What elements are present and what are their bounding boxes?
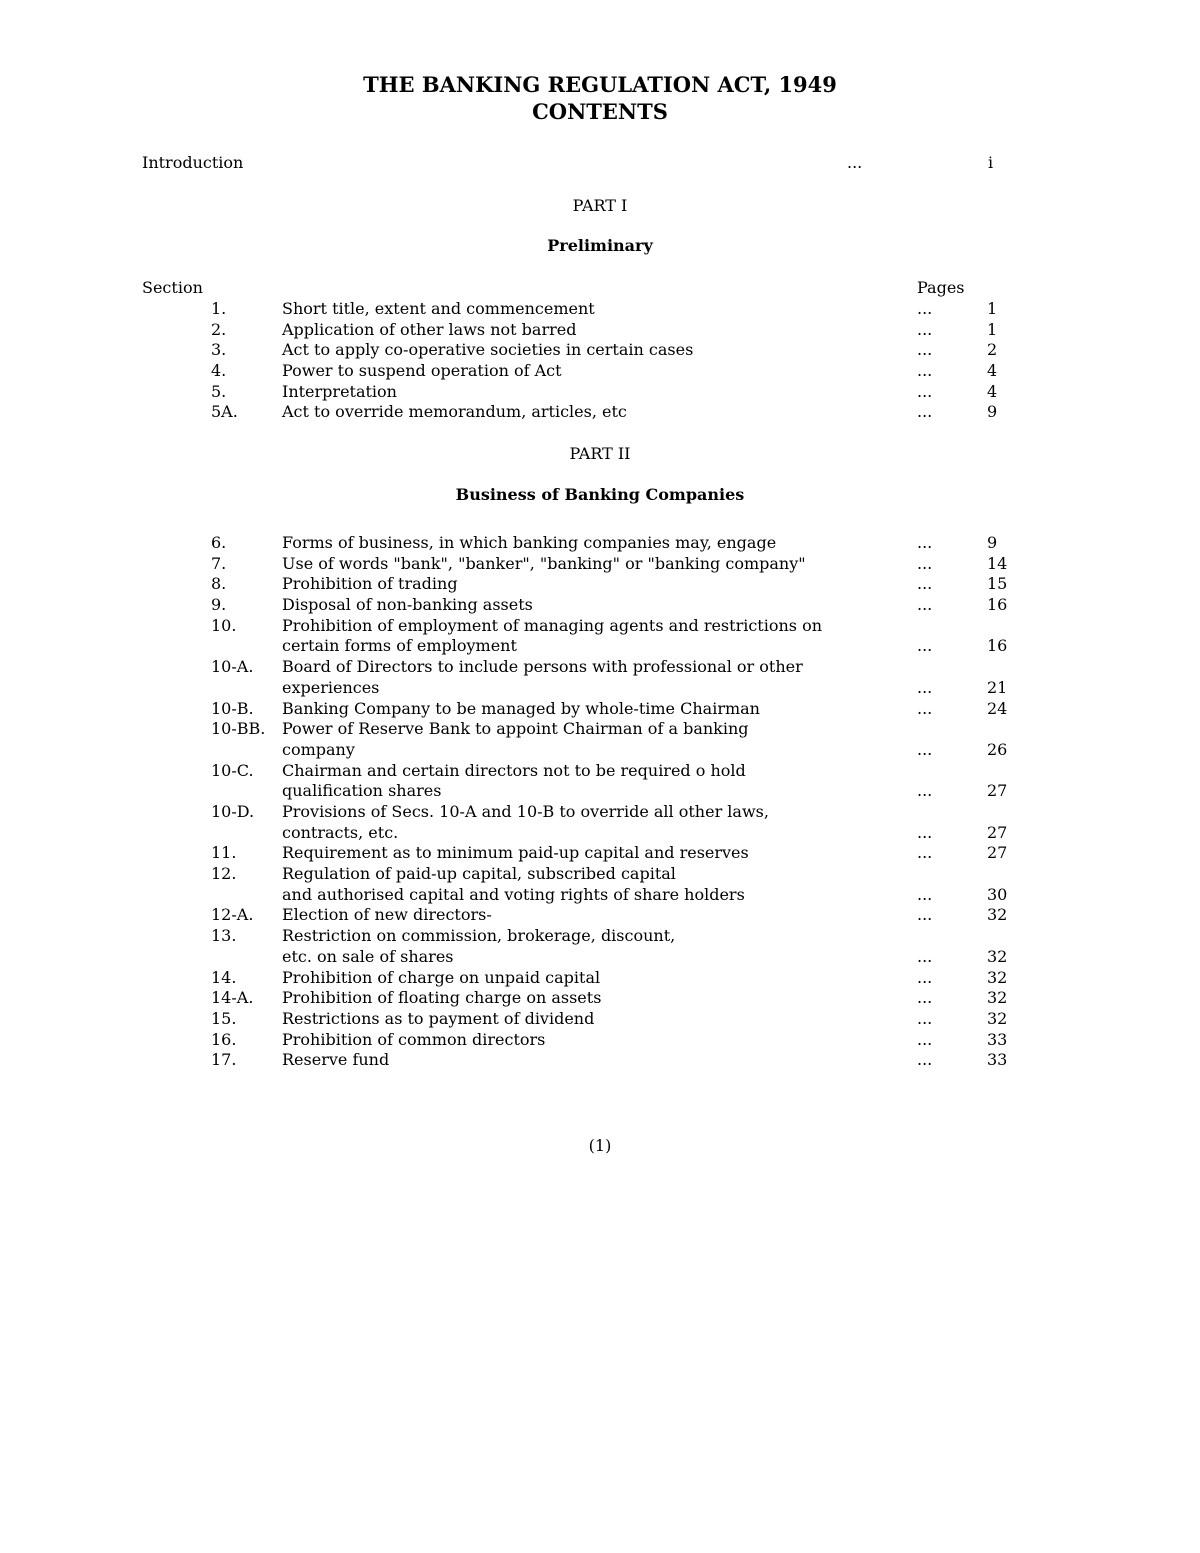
section-title: Reserve fund [282,1050,390,1070]
page-ref: 33 [987,1029,1008,1049]
page-ref: 1 [987,299,998,318]
leader-dots: ... [917,843,933,863]
leader-dots: ... [917,967,933,987]
page-ref: 2 [987,340,998,360]
page-ref: 27 [987,822,1008,842]
part1-subheading: Preliminary [547,236,653,255]
leader-dots: ... [917,402,933,422]
section-title: Forms of business, in which banking companies may, engage [282,533,777,552]
page-ref: 9 [987,533,998,552]
section-title-continued: contracts, etc. [282,822,399,842]
toc-entry [0,595,1200,616]
section-title: Prohibition of charge on unpaid capital [282,967,601,987]
part2-subheading: Business of Banking Companies [455,485,745,504]
toc-entry [0,340,1200,361]
page-ref: 21 [987,677,1008,697]
section-number: 12-A. [211,905,254,925]
page-ref: 27 [987,781,1008,801]
leader-dots: ... [917,698,933,718]
page-ref: 9 [987,402,998,422]
section-title-continued: experiences [282,677,380,697]
section-number: 6. [211,533,227,552]
document-title: THE BANKING REGULATION ACT, 1949 [363,72,837,97]
section-title: Disposal of non-banking assets [282,595,533,615]
leader-dots: ... [917,299,933,318]
leader-dots: ... [917,781,933,801]
page-ref: 24 [987,698,1008,718]
section-number: 10-D. [211,802,255,821]
section-title: Chairman and certain directors not to be required o hold [282,760,746,780]
section-title: Act to override memorandum, articles, etc [282,402,627,422]
page-ref: 32 [987,905,1008,925]
section-title-continued: company [282,739,355,759]
section-title-continued: etc. on sale of shares [282,946,454,966]
leader-dots: ... [917,1008,933,1028]
toc-entry [0,574,1200,595]
page-ref: 14 [987,553,1008,573]
toc-entry [0,905,1200,926]
section-title: Use of words "bank", "banker", "banking" or "banking company" [282,553,806,573]
intro-label: Introduction [142,153,244,172]
section-number: 5. [211,381,227,401]
toc-entry [0,761,1200,802]
section-title: Prohibition of common directors [282,1029,546,1049]
section-number: 10-B. [211,698,254,718]
page-number: (1) [588,1136,612,1155]
section-title: Banking Company to be managed by whole-time Chairman [282,698,760,718]
toc-entry [0,864,1200,905]
page-ref: 32 [987,988,1008,1008]
pages-column-label: Pages [917,278,965,297]
toc-entry [0,843,1200,864]
toc-entry [0,402,1200,423]
toc-entry [0,719,1200,760]
toc-entry [0,554,1200,575]
leader-dots: ... [917,1029,933,1049]
toc-entry [0,1030,1200,1051]
toc-entry [0,320,1200,341]
section-title: Restrictions as to payment of dividend [282,1008,595,1028]
page-ref: 32 [987,967,1008,987]
section-title: Interpretation [282,381,397,401]
part1-entries [0,299,1200,423]
toc-entry [0,361,1200,382]
toc-entry [0,533,1200,554]
section-title: Election of new directors- [282,905,492,925]
section-title: Restriction on commission, brokerage, discount, [282,926,676,946]
section-number: 4. [211,361,227,381]
section-number: 7. [211,553,227,573]
page-ref: 4 [987,361,998,381]
leader-dots: ... [917,340,933,360]
section-number: 1. [211,299,227,318]
toc-entry [0,657,1200,698]
section-title-continued: certain forms of employment [282,636,517,656]
page-ref: 4 [987,381,998,401]
intro-page: i [988,153,994,172]
section-title: Power of Reserve Bank to appoint Chairman of a banking [282,719,749,739]
section-number: 3. [211,340,227,360]
leader-dots: ... [917,636,933,656]
part2-entries [0,533,1200,1071]
section-number: 14-A. [211,988,254,1008]
section-title: Short title, extent and commencement [282,299,595,318]
section-number: 14. [211,967,237,987]
section-title: Application of other laws not barred [282,319,577,339]
leader-dots: ... [917,361,933,381]
page-ref: 32 [987,946,1008,966]
toc-entry [0,802,1200,843]
leader-dots: ... [917,553,933,573]
section-title: Board of Directors to include persons with professional or other [282,657,803,677]
page-ref: 16 [987,636,1008,656]
leader-dots: ... [917,381,933,401]
leader-dots: ... [917,574,933,594]
section-title: Power to suspend operation of Act [282,361,562,381]
part2-heading: PART II [569,444,631,463]
section-number: 15. [211,1008,237,1028]
page-ref: 16 [987,595,1008,615]
leader-dots: ... [917,319,933,339]
section-number: 10-BB. [211,719,266,739]
contents-heading: CONTENTS [532,99,668,124]
toc-entry [0,299,1200,320]
toc-entry [0,382,1200,403]
section-title-continued: qualification shares [282,781,442,801]
leader-dots: ... [917,595,933,615]
section-number: 2. [211,319,227,339]
section-column-label: Section [142,278,203,297]
section-number: 10-C. [211,760,254,780]
section-number: 5A. [211,402,238,422]
section-number: 10-A. [211,657,254,677]
leader-dots: ... [917,822,933,842]
page-ref: 33 [987,1050,1008,1070]
section-number: 10. [211,615,237,635]
leader-dots: ... [917,988,933,1008]
section-number: 12. [211,864,237,884]
section-title-continued: and authorised capital and voting rights of share holders [282,884,745,904]
leader-dots: ... [917,533,933,552]
leader-dots: ... [917,905,933,925]
page-ref: 1 [987,319,998,339]
leader-dots: ... [917,1050,933,1070]
section-number: 17. [211,1050,237,1070]
toc-entry [0,968,1200,989]
section-number: 11. [211,843,237,863]
toc-entry [0,1050,1200,1071]
page-ref: 27 [987,843,1008,863]
section-number: 9. [211,595,227,615]
leader-dots: ... [917,946,933,966]
section-title: Prohibition of floating charge on assets [282,988,602,1008]
section-title: Prohibition of trading [282,574,458,594]
part1-heading: PART I [572,196,628,215]
section-number: 8. [211,574,227,594]
section-title: Prohibition of employment of managing agents and restrictions on [282,615,823,635]
page-ref: 26 [987,739,1008,759]
page-ref: 30 [987,884,1008,904]
toc-entry [0,616,1200,657]
section-title: Provisions of Secs. 10-A and 10-B to override all other laws, [282,802,769,821]
toc-entry [0,988,1200,1009]
section-title: Act to apply co-operative societies in certain cases [282,340,694,360]
section-title: Requirement as to minimum paid-up capital and reserves [282,843,749,863]
leader-dots: ... [917,677,933,697]
leader-dots: ... [917,884,933,904]
toc-entry [0,926,1200,967]
section-number: 16. [211,1029,237,1049]
toc-entry [0,1009,1200,1030]
intro-dots: ... [847,153,863,172]
leader-dots: ... [917,739,933,759]
section-number: 13. [211,926,237,946]
toc-entry [0,699,1200,720]
page-ref: 15 [987,574,1008,594]
section-title: Regulation of paid-up capital, subscribed capital [282,864,676,884]
page-ref: 32 [987,1008,1008,1028]
